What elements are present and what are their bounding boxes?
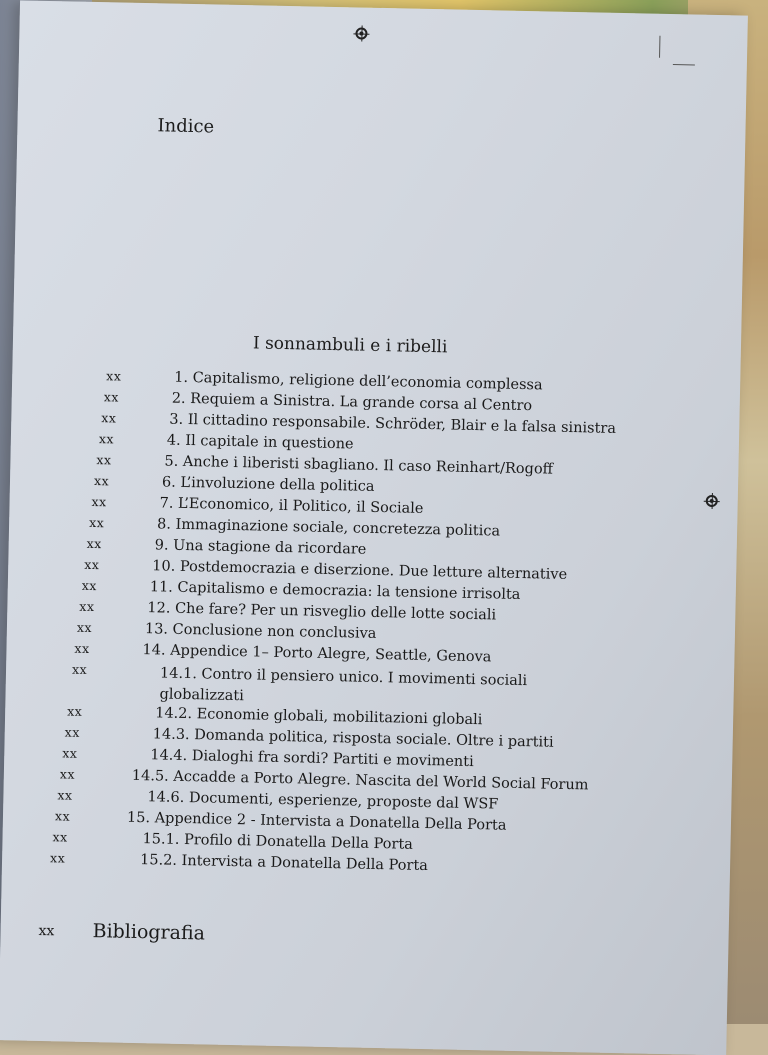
toc-page-number: xx xyxy=(52,829,68,845)
section-title: I sonnambuli e i ribelli xyxy=(252,333,448,358)
registration-mark-top-icon xyxy=(355,27,367,39)
toc-page-number: xx xyxy=(62,745,78,761)
toc-entry-title: 15.2. Intervista a Donatella Della Porta xyxy=(139,852,429,875)
toc-entry-title: 11. Capitalismo e democrazia: la tensione irrisolta xyxy=(149,579,521,603)
crop-line-vertical xyxy=(659,36,660,58)
toc-entry-title: 4. Il capitale in questione xyxy=(166,432,354,453)
crop-line-horizontal xyxy=(673,64,695,65)
bibliography-entry xyxy=(0,918,728,963)
toc-page-number: xx xyxy=(84,556,100,573)
toc-page-number: xx xyxy=(86,535,102,552)
bibliography-page-number: xx xyxy=(38,922,55,940)
toc-page-number: xx xyxy=(57,787,73,803)
toc-entry-title: 14.1. Contro il pensiero unico. I movimenti sociali globalizzati xyxy=(159,665,528,705)
toc-entry-title: 12. Che fare? Per un risveglio delle lotte sociali xyxy=(147,600,497,624)
toc-page-number: xx xyxy=(71,661,88,677)
toc-entry-title: 5. Anche i liberisti sbagliano. Il caso Reinhart/Rogoff xyxy=(164,453,554,478)
toc-entry-title: 13. Conclusione non conclusiva xyxy=(144,621,377,642)
toc-page-number: xx xyxy=(76,619,93,636)
toc-entry-title: 2. Requiem a Sinistra. La grande corsa al Centro xyxy=(171,390,533,415)
toc-entry-title: 14.4. Dialoghi fra sordi? Partiti e movimenti xyxy=(150,747,474,771)
toc-entry-title: 3. Il cittadino responsabile. Schröder, Blair e la falsa sinistra xyxy=(169,411,617,437)
table-of-contents xyxy=(2,366,740,885)
toc-entry-title: 7. L’Economico, il Politico, il Sociale xyxy=(159,495,424,517)
toc-entry-title: 10. Postdemocrazia e diserzione. Due letture alternative xyxy=(152,558,568,583)
toc-page-number: xx xyxy=(81,577,98,594)
page-title: Indice xyxy=(157,115,215,138)
toc-entry-title: 14.3. Domanda politica, risposta sociale. Oltre i partiti xyxy=(152,726,554,751)
toc-entry-title: 1. Capitalismo, religione dell’economia complessa xyxy=(174,369,543,394)
toc-page-number: xx xyxy=(98,431,115,447)
toc-page-number: xx xyxy=(74,640,90,656)
toc-page-number: xx xyxy=(49,850,66,866)
toc-page-number: xx xyxy=(79,598,95,615)
toc-page-number: xx xyxy=(101,410,117,426)
toc-entry-title: 14. Appendice 1– Porto Alegre, Seattle, Genova xyxy=(142,642,492,666)
toc-page-number: xx xyxy=(54,808,71,824)
toc-page-number: xx xyxy=(91,493,107,510)
toc-entry-title: 14.2. Economie globali, mobilitazioni globali xyxy=(155,705,483,729)
toc-page-number: xx xyxy=(93,473,110,489)
toc-entry-title: 14.6. Documenti, esperienze, proposte dal WSF xyxy=(147,789,499,813)
toc-page-number: xx xyxy=(64,724,81,740)
toc-page-number: xx xyxy=(96,452,112,468)
toc-entry-title: 15.1. Profilo di Donatella Della Porta xyxy=(142,831,414,853)
toc-entry-title: 8. Immaginazione sociale, concretezza politica xyxy=(156,516,501,540)
toc-page-number: xx xyxy=(59,766,76,782)
toc-page-number: xx xyxy=(103,389,120,405)
toc-page-number: xx xyxy=(89,514,105,531)
bibliography-title: Bibliografia xyxy=(92,920,206,945)
toc-page-number: xx xyxy=(106,368,122,384)
toc-entry-title: 6. L’involuzione della politica xyxy=(161,474,375,495)
toc-entry-title: 14.5. Accadde a Porto Alegre. Nascita del World Social Forum xyxy=(131,767,589,794)
toc-entry-title: 9. Una stagione da ricordare xyxy=(154,537,367,558)
toc-entry-title: 15. Appendice 2 - Intervista a Donatella Della Porta xyxy=(126,809,507,834)
toc-page-number: xx xyxy=(67,703,83,719)
